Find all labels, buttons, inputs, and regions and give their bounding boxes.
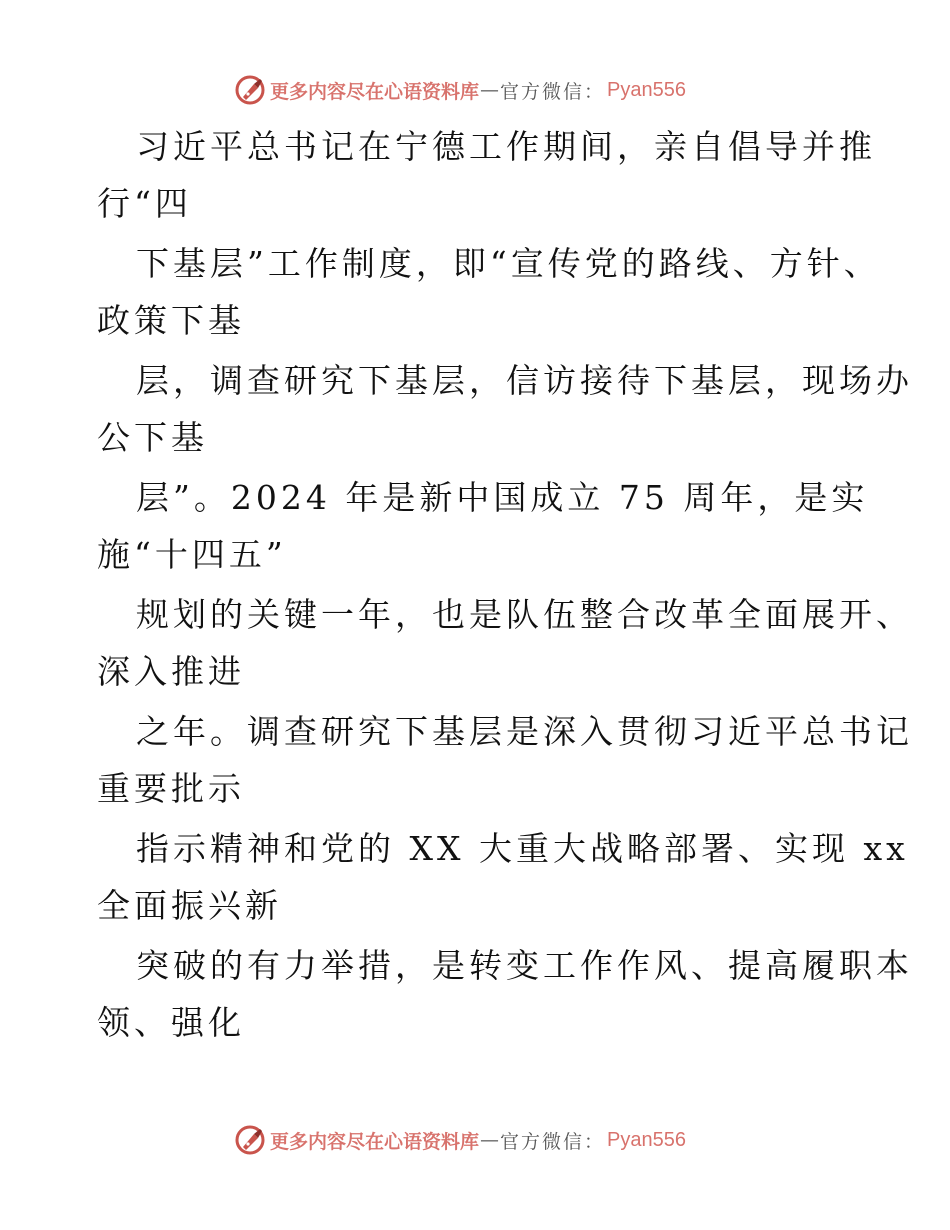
body-line: 公下基 bbox=[97, 418, 208, 457]
body-line: 习近平总书记在宁德工作期间，亲自倡导并推 bbox=[136, 127, 876, 166]
body-line: 施“十四五” bbox=[97, 535, 287, 574]
body-line: 深入推进 bbox=[97, 652, 245, 691]
footer-watermark bbox=[234, 1122, 686, 1158]
body-line: 层，调查研究下基层，信访接待下基层，现场办 bbox=[136, 361, 913, 400]
body-line: 指示精神和党的 XX 大重大战略部署、实现 xx bbox=[136, 829, 909, 868]
body-line: 之年。调查研究下基层是深入贯彻习近平总书记 bbox=[136, 712, 913, 751]
watermark-wechat-id: Pyan556 bbox=[607, 1128, 686, 1151]
body-line: 下基层”工作制度，即“宣传党的路线、方针、 bbox=[136, 244, 881, 283]
body-line: 全面振兴新 bbox=[97, 886, 282, 925]
body-line: 规划的关键一年，也是队伍整合改革全面展开、 bbox=[136, 595, 913, 634]
watermark-wechat-id: Pyan556 bbox=[607, 78, 686, 101]
body-line: 政策下基 bbox=[97, 301, 245, 340]
body-line: 行“四 bbox=[97, 184, 192, 223]
body-line: 领、强化 bbox=[97, 1003, 245, 1042]
watermark-brand-text: 更多内容尽在心语资料库 bbox=[270, 80, 480, 103]
pen-nib-circle-icon bbox=[234, 1124, 266, 1156]
watermark-wechat-label: 官方微信： bbox=[500, 80, 606, 103]
watermark-brand-text: 更多内容尽在心语资料库 bbox=[270, 1130, 480, 1153]
watermark-wechat-label: 官方微信： bbox=[500, 1130, 606, 1153]
watermark-dash: — bbox=[480, 1129, 500, 1151]
watermark-dash: — bbox=[480, 79, 500, 101]
body-line: 层”。2024 年是新中国成立 75 周年，是实 bbox=[136, 478, 869, 517]
body-line: 突破的有力举措，是转变工作作风、提高履职本 bbox=[136, 946, 913, 985]
body-line: 重要批示 bbox=[97, 769, 245, 808]
